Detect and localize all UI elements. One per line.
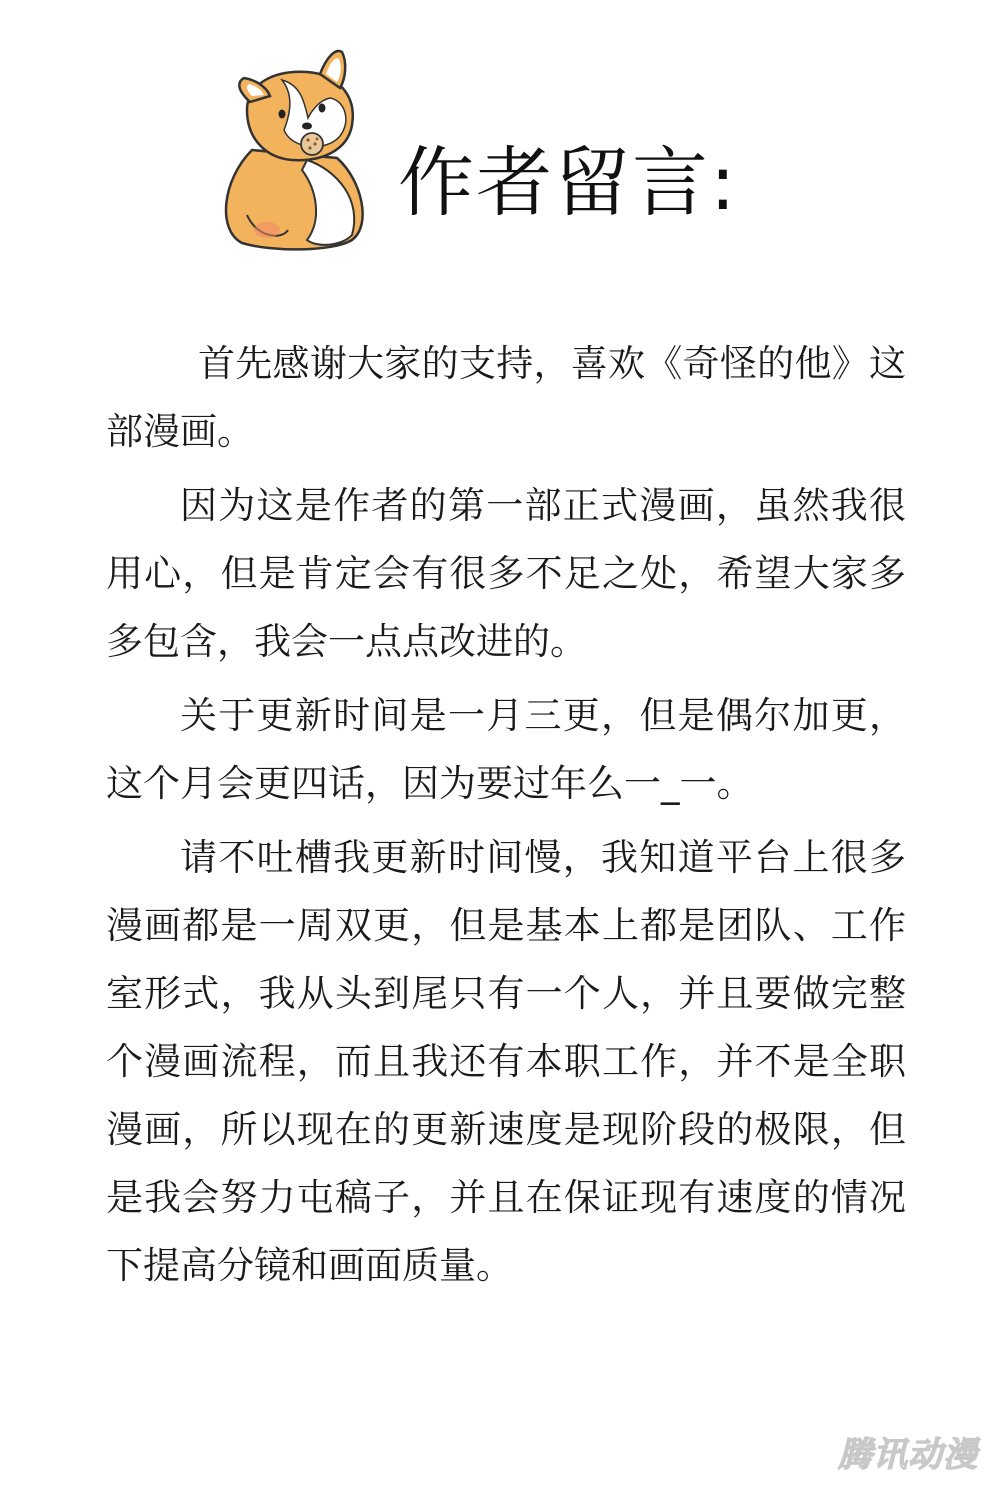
watermark-logo: 腾讯动漫 [838,1435,978,1475]
message-body [106,330,906,1306]
header [0,0,1000,300]
page-title: 作者留言: [398,138,738,227]
paragraph: 首先感谢大家的支持，喜欢《奇怪的他》这部漫画。 [106,342,906,453]
paragraph: 关于更新时间是一月三更，但是偶尔加更，这个月会更四话，因为要过年么一_一。 [106,694,906,805]
paragraph: 因为这是作者的第一部正式漫画，虽然我很用心，但是肯定会有很多不足之处，希望大家多多包含，我会一点点改进的。 [106,484,906,663]
paragraph: 请不吐槽我更新时间慢，我知道平台上很多漫画都是一周双更，但是基本上都是团队、工作室形式，我从头到尾只有一个人，并且要做完整个漫画流程，而且我还有本职工作，并不是全职漫画，所以现在的更新速度是现阶段的极限，但是我会努力屯稿子，并且在保证现有速度的情况下提高分镜和画面质量。 [106,836,906,1287]
corgi-icon [212,40,382,255]
